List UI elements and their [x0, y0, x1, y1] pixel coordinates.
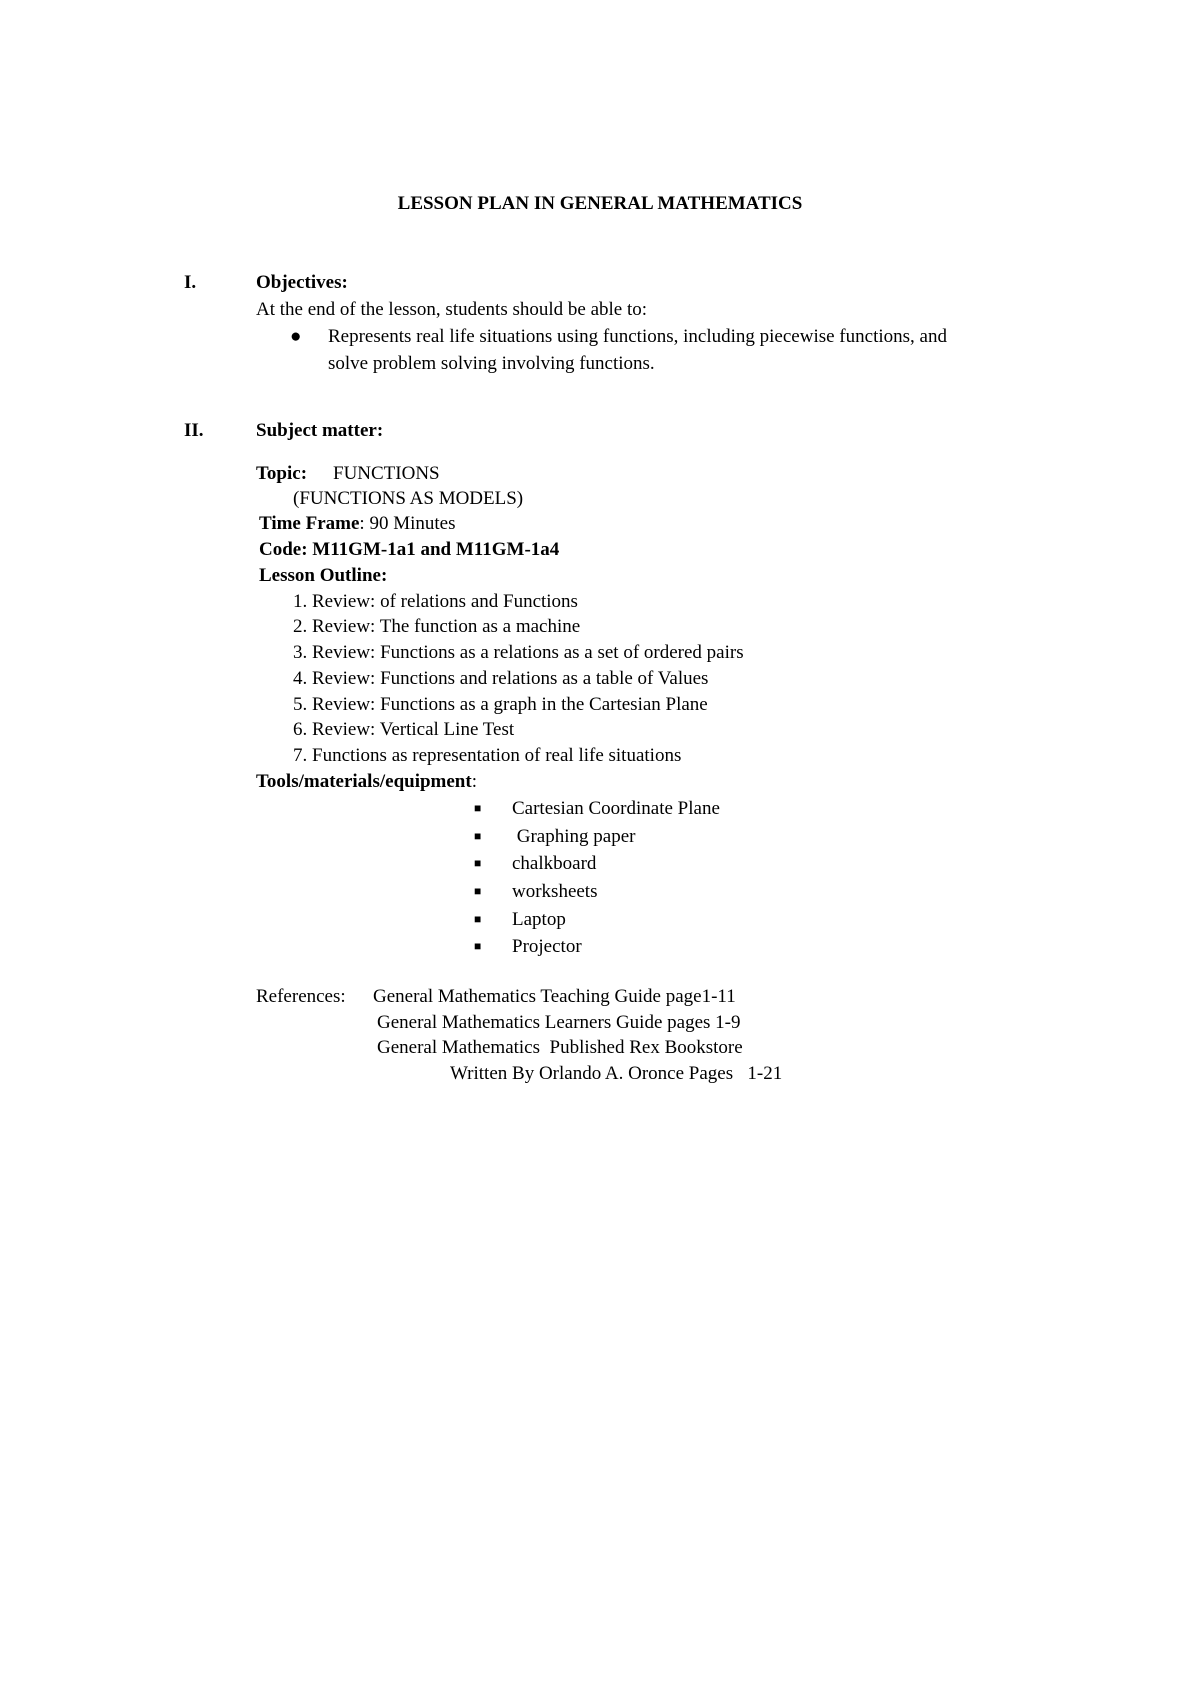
reference-line: General Mathematics Published Rex Bookstore	[377, 1037, 743, 1058]
objective-item-line2: solve problem solving involving functions.	[328, 353, 655, 374]
topic-label: Topic:	[256, 463, 308, 484]
topic-subtitle: (FUNCTIONS AS MODELS)	[293, 488, 524, 509]
tool-item: worksheets	[512, 881, 598, 902]
time-frame	[259, 511, 455, 536]
lesson-outline-heading: Lesson Outline:	[259, 565, 388, 586]
page-title: LESSON PLAN IN GENERAL MATHEMATICS	[397, 193, 803, 214]
tool-item: Projector	[512, 936, 582, 957]
objective-item-line1: Represents real life situations using functions, including piecewise functions, and	[328, 326, 947, 347]
bullet-icon: ●	[290, 326, 302, 347]
tool-item: Cartesian Coordinate Plane	[512, 798, 720, 819]
reference-line: General Mathematics Teaching Guide page1-11	[373, 986, 736, 1007]
outline-item: 3. Review: Functions as a relations as a set of ordered pairs	[293, 642, 744, 663]
outline-item: 6. Review: Vertical Line Test	[293, 719, 515, 740]
square-bullet-icon: ■	[474, 884, 482, 898]
time-frame-value: : 90 Minutes	[359, 513, 456, 534]
tools-label: Tools/materials/equipment	[256, 771, 472, 792]
outline-item: 4. Review: Functions and relations as a table of Values	[293, 668, 709, 689]
reference-line: Written By Orlando A. Oronce Pages 1-21	[450, 1063, 783, 1084]
tool-item: Graphing paper	[512, 826, 636, 847]
outline-item: 7. Functions as representation of real life situations	[293, 745, 682, 766]
time-frame-label: Time Frame	[259, 513, 360, 534]
square-bullet-icon: ■	[474, 801, 482, 815]
square-bullet-icon: ■	[474, 939, 482, 953]
section-numeral-subject-matter: II.	[184, 420, 204, 441]
objectives-heading: Objectives:	[256, 272, 348, 293]
section-numeral-objectives: I.	[184, 272, 197, 293]
outline-item: 5. Review: Functions as a graph in the Cartesian Plane	[293, 694, 708, 715]
tool-item: chalkboard	[512, 853, 597, 874]
reference-line: General Mathematics Learners Guide pages 1-9	[377, 1012, 741, 1033]
tools-heading	[256, 769, 477, 794]
square-bullet-icon: ■	[474, 829, 482, 843]
lesson-code: Code: M11GM-1a1 and M11GM-1a4	[259, 539, 560, 560]
references-label: References:	[256, 986, 346, 1007]
topic-value: FUNCTIONS	[333, 463, 440, 484]
subject-matter-heading: Subject matter:	[256, 420, 384, 441]
outline-item: 1. Review: of relations and Functions	[293, 591, 578, 612]
square-bullet-icon: ■	[474, 912, 482, 926]
tool-item: Laptop	[512, 909, 566, 930]
objectives-intro: At the end of the lesson, students should be able to:	[256, 299, 648, 320]
tools-colon: :	[471, 771, 477, 792]
outline-item: 2. Review: The function as a machine	[293, 616, 581, 637]
square-bullet-icon: ■	[474, 856, 482, 870]
